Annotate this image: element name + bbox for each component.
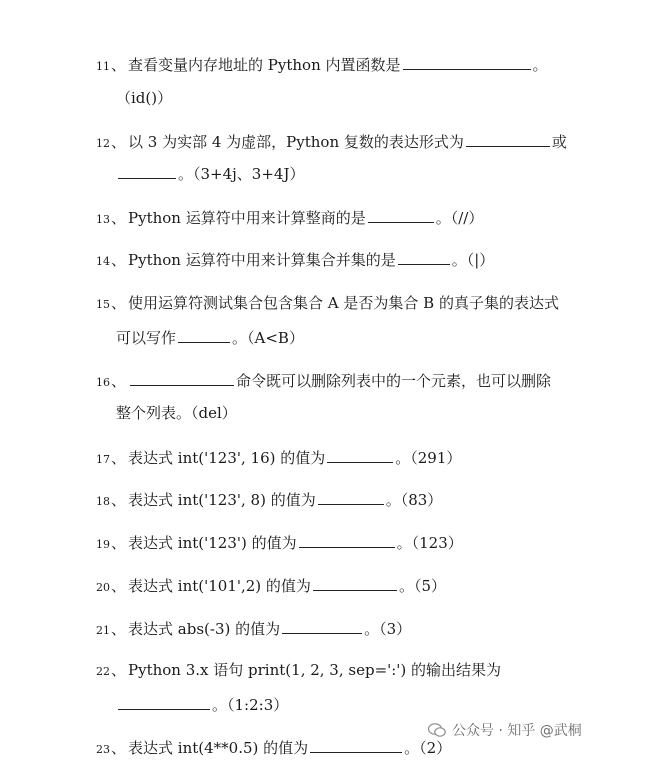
- question-number: 23: [96, 743, 110, 756]
- answer-text: 。（3）: [364, 620, 412, 638]
- answer-blank: [282, 618, 362, 634]
- separator: 、: [111, 620, 127, 638]
- question-text: 表达式 int('123', 16) 的值为: [128, 449, 326, 467]
- separator: 、: [111, 577, 127, 595]
- answer-text: 。（2）: [404, 739, 452, 757]
- answer-blank: [368, 207, 434, 223]
- question-19: [96, 532, 463, 555]
- answer-text: 。（A<B）: [232, 329, 304, 347]
- question-21: [96, 618, 411, 641]
- answer-blank: [118, 694, 210, 710]
- question-14: [96, 249, 494, 272]
- question-text: 表达式 int('123', 8) 的值为: [128, 491, 316, 509]
- answer-blank: [403, 54, 531, 70]
- question-text: 表达式 int('123') 的值为: [128, 534, 297, 552]
- question-number: 21: [96, 624, 110, 637]
- question-text: 命令既可以删除列表中的一个元素，也可以删除: [236, 372, 552, 390]
- question-11: [96, 54, 548, 77]
- question-text: 表达式 int(4**0.5) 的值为: [128, 739, 309, 757]
- question-number: 15: [96, 298, 110, 311]
- separator: 、: [111, 209, 127, 227]
- separator: 、: [111, 133, 127, 151]
- question-number: 14: [96, 255, 110, 268]
- question-13: [96, 207, 483, 230]
- question-text: Python 运算符中用来计算集合并集的是: [128, 251, 396, 269]
- question-16-cont: [116, 403, 237, 423]
- answer-text: 。（3+4j、3+4J）: [178, 165, 305, 183]
- question-number: 13: [96, 213, 110, 226]
- answer-text: 整个列表。（del）: [116, 404, 237, 422]
- question-11-answer: [116, 88, 172, 108]
- answer-text: 。（//）: [435, 209, 484, 227]
- question-22: [96, 660, 501, 682]
- separator: 、: [111, 449, 127, 467]
- separator: 、: [111, 56, 127, 74]
- question-text: 以 3 为实部 4 为虚部，Python 复数的表达形式为: [128, 133, 464, 151]
- wechat-icon: [428, 723, 446, 737]
- answer-blank: [327, 447, 393, 463]
- answer-blank: [318, 489, 384, 505]
- separator: 、: [111, 739, 127, 757]
- answer-blank: [466, 131, 550, 147]
- question-22-cont: [116, 694, 288, 715]
- question-text: 表达式 abs(-3) 的值为: [128, 620, 281, 638]
- question-17: [96, 447, 461, 470]
- answer-blank: [118, 163, 176, 179]
- answer-blank: [178, 327, 230, 343]
- question-text: 查看变量内存地址的 Python 内置函数是: [128, 56, 401, 74]
- watermark-text: 公众号 · 知乎 @武桐: [452, 723, 582, 739]
- question-12-cont: [116, 163, 304, 184]
- question-text: Python 运算符中用来计算整商的是: [128, 209, 366, 227]
- separator: 、: [111, 491, 127, 509]
- question-15: [96, 293, 559, 315]
- question-punct: 或: [551, 133, 567, 151]
- separator: 、: [111, 661, 127, 679]
- question-15-cont: [116, 327, 304, 348]
- watermark: [428, 720, 582, 740]
- question-number: 20: [96, 581, 110, 594]
- question-punct: 。: [532, 56, 548, 74]
- answer-text: 。（1:2:3）: [212, 696, 289, 714]
- answer-blank: [313, 575, 397, 591]
- question-16: [96, 370, 551, 393]
- answer-blank: [398, 249, 450, 265]
- separator: 、: [111, 294, 127, 312]
- question-number: 19: [96, 538, 110, 551]
- separator: 、: [111, 251, 127, 269]
- answer-blank: [130, 370, 234, 386]
- question-number: 17: [96, 453, 110, 466]
- question-text: 使用运算符测试集合包含集合 A 是否为集合 B 的真子集的表达式: [128, 294, 559, 312]
- answer-text: 。（5）: [398, 577, 446, 595]
- question-text: 表达式 int('101',2) 的值为: [128, 577, 311, 595]
- separator: 、: [111, 372, 127, 390]
- question-12: [96, 131, 567, 154]
- question-18: [96, 489, 442, 512]
- question-number: 11: [96, 60, 110, 73]
- question-text: Python 3.x 语句 print(1, 2, 3, sep=':') 的输出结果为: [128, 661, 502, 679]
- answer-text: 。（83）: [385, 491, 443, 509]
- answer-blank: [310, 737, 402, 753]
- answer-text: 。（291）: [395, 449, 462, 467]
- answer-text: 。（|）: [451, 251, 495, 269]
- question-text: 可以写作: [116, 329, 177, 347]
- answer-text: 。（123）: [396, 534, 463, 552]
- answer-text: （id()）: [116, 89, 173, 107]
- question-number: 22: [96, 665, 110, 678]
- question-number: 18: [96, 495, 110, 508]
- question-number: 16: [96, 376, 110, 389]
- question-20: [96, 575, 446, 598]
- separator: 、: [111, 534, 127, 552]
- question-number: 12: [96, 137, 110, 150]
- answer-blank: [299, 532, 395, 548]
